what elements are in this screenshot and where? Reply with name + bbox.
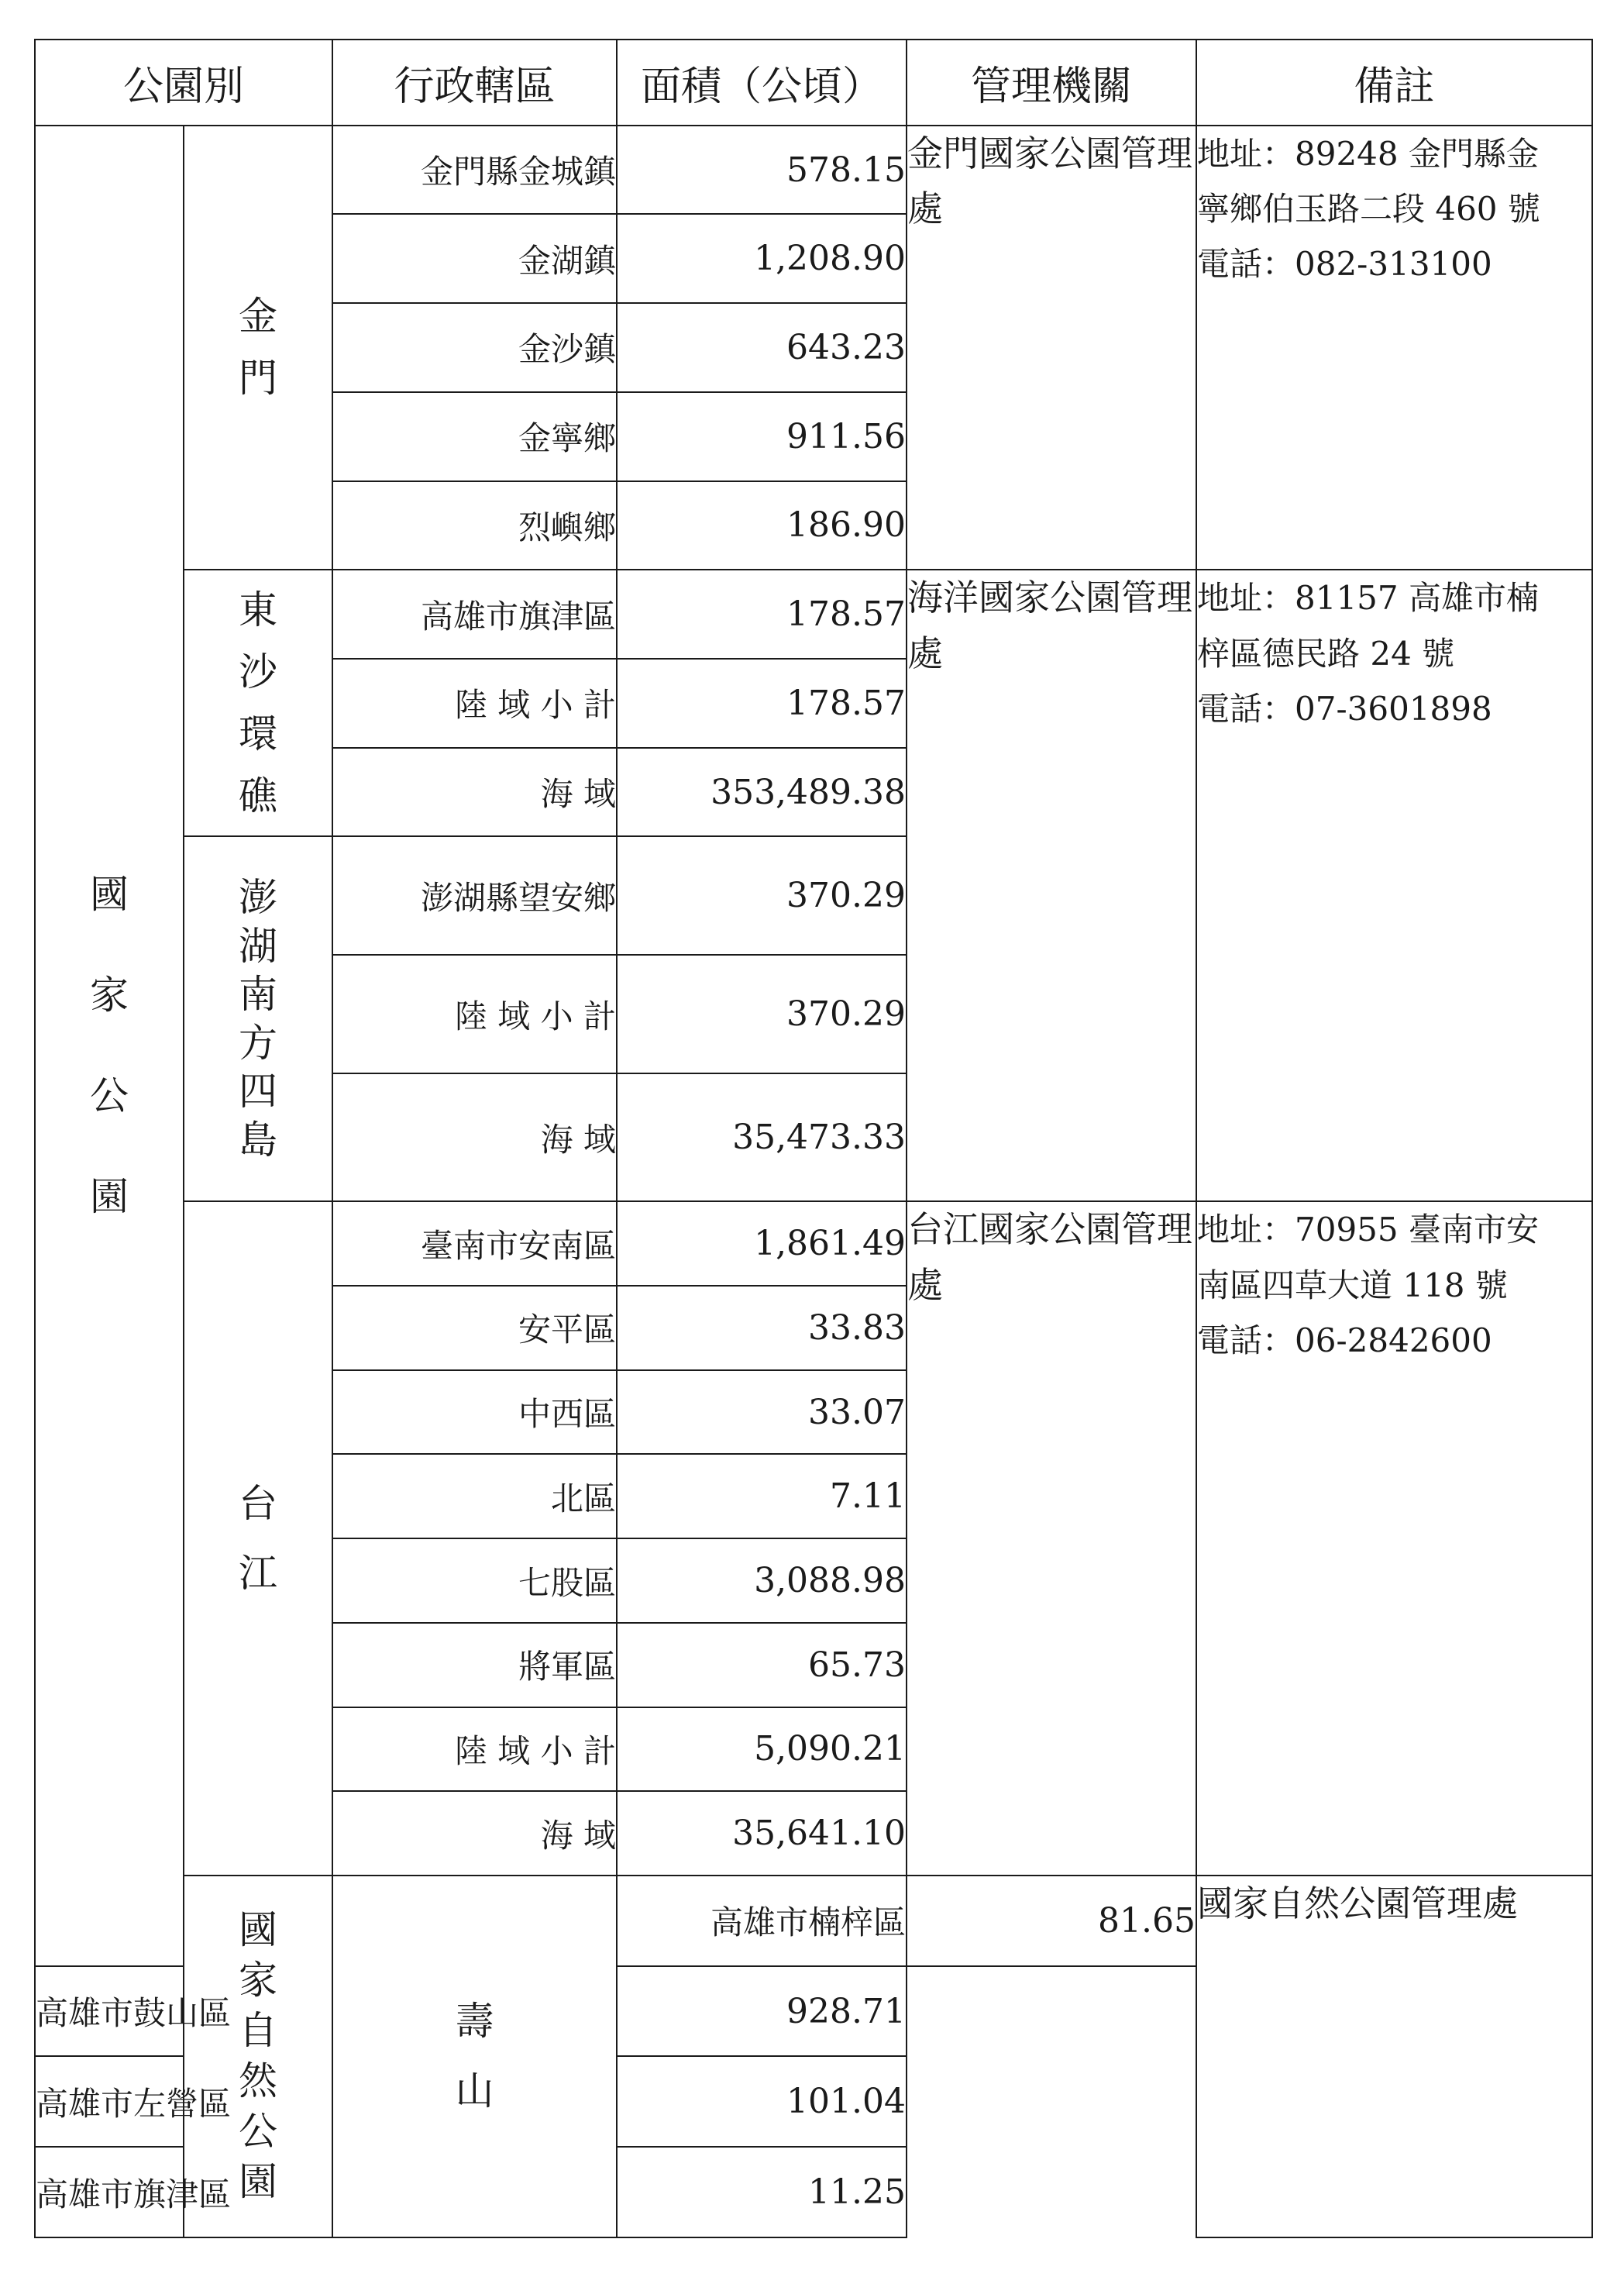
- district-cell: 澎湖縣望安鄉: [332, 836, 617, 955]
- district-cell: 海 域: [332, 748, 617, 837]
- area-cell: 911.56: [617, 392, 907, 481]
- area-cell: 3,088.98: [617, 1538, 907, 1623]
- area-cell: 11.25: [617, 2147, 907, 2237]
- district-cell: 中西區: [332, 1370, 617, 1455]
- area-cell: 370.29: [617, 955, 907, 1073]
- district-cell: 金門縣金城鎮: [332, 126, 617, 215]
- agency-marine: 海洋國家公園管理處: [907, 570, 1196, 1201]
- area-cell: 7.11: [617, 1454, 907, 1538]
- note-address: 地址：81157 高雄市楠: [1197, 579, 1539, 618]
- park-penghu-south: 澎湖南方四島: [184, 836, 332, 1201]
- district-cell: 陸 域 小 計: [332, 955, 617, 1073]
- note-address: 地址：89248 金門縣金: [1197, 134, 1539, 173]
- district-cell: 七股區: [332, 1538, 617, 1623]
- park-area-table: [34, 39, 1593, 2238]
- district-cell: 海 域: [332, 1791, 617, 1876]
- area-cell: 928.71: [617, 1966, 907, 2057]
- area-cell: 33.07: [617, 1370, 907, 1455]
- district-cell: 將軍區: [332, 1623, 617, 1707]
- header-area: 面積（公頃）: [617, 40, 907, 126]
- agency-kinmen: 金門國家公園管理處: [907, 126, 1196, 570]
- note-phone: 電話：06-2842600: [1197, 1321, 1492, 1360]
- area-cell: 1,861.49: [617, 1201, 907, 1286]
- park-kinmen: 金門: [184, 126, 332, 570]
- area-cell: 643.23: [617, 303, 907, 392]
- area-cell: 81.65: [907, 1876, 1196, 1966]
- district-cell: 安平區: [332, 1286, 617, 1370]
- area-cell: 101.04: [617, 2056, 907, 2147]
- district-cell: 高雄市旗津區: [332, 570, 617, 659]
- table-row: [35, 570, 1592, 659]
- district-cell: 烈嶼鄉: [332, 481, 617, 570]
- area-cell: 33.83: [617, 1286, 907, 1370]
- table-row: [35, 126, 1592, 215]
- area-cell: 35,473.33: [617, 1073, 907, 1201]
- district-cell: 高雄市左營區: [35, 2056, 184, 2147]
- note-address-cont: 梓區德民路 24 號: [1197, 634, 1455, 673]
- district-cell: 北區: [332, 1454, 617, 1538]
- note-address: 地址：70955 臺南市安: [1197, 1211, 1539, 1249]
- park-dongsha: 東沙環礁: [184, 570, 332, 836]
- park-taijiang: 台江: [184, 1201, 332, 1876]
- table-row: [35, 1201, 1592, 1286]
- header-row: [35, 40, 1592, 126]
- category-national-park: 國家公園: [35, 126, 184, 1966]
- area-cell: 370.29: [617, 836, 907, 955]
- category-national-nature-park: 國家自然公園: [184, 1876, 332, 2237]
- area-cell: 578.15: [617, 126, 907, 215]
- header-agency: 管理機關: [907, 40, 1196, 126]
- note-kinmen: [1196, 126, 1592, 570]
- area-cell: 353,489.38: [617, 748, 907, 837]
- agency-taijiang: 台江國家公園管理處: [907, 1201, 1196, 1876]
- note-address-cont: 南區四草大道 118 號: [1197, 1266, 1508, 1304]
- header-park: 公園別: [35, 40, 332, 126]
- district-cell: 金湖鎮: [332, 214, 617, 303]
- district-cell: 金沙鎮: [332, 303, 617, 392]
- area-cell: 5,090.21: [617, 1707, 907, 1792]
- park-shoushan: 壽山: [332, 1876, 617, 2237]
- area-cell: 178.57: [617, 659, 907, 748]
- agency-nature-park: 國家自然公園管理處: [1196, 1876, 1592, 2237]
- note-taijiang: [1196, 1201, 1592, 1876]
- table-row: [35, 1876, 1592, 1966]
- header-district: 行政轄區: [332, 40, 617, 126]
- district-cell: 海 域: [332, 1073, 617, 1201]
- area-cell: 178.57: [617, 570, 907, 659]
- district-cell: 陸 域 小 計: [332, 1707, 617, 1792]
- district-cell: 臺南市安南區: [332, 1201, 617, 1286]
- area-cell: 186.90: [617, 481, 907, 570]
- district-cell: 高雄市楠梓區: [617, 1876, 907, 1966]
- district-cell: 陸 域 小 計: [332, 659, 617, 748]
- note-address-cont: 寧鄉伯玉路二段 460 號: [1197, 190, 1540, 229]
- district-cell: 金寧鄉: [332, 392, 617, 481]
- note-phone: 電話：082-313100: [1197, 245, 1492, 284]
- area-cell: 65.73: [617, 1623, 907, 1707]
- district-cell: 高雄市鼓山區: [35, 1966, 184, 2057]
- note-phone: 電話：07-3601898: [1197, 690, 1492, 729]
- note-marine: [1196, 570, 1592, 1201]
- header-note: 備註: [1196, 40, 1592, 126]
- area-cell: 35,641.10: [617, 1791, 907, 1876]
- area-cell: 1,208.90: [617, 214, 907, 303]
- district-cell: 高雄市旗津區: [35, 2147, 184, 2237]
